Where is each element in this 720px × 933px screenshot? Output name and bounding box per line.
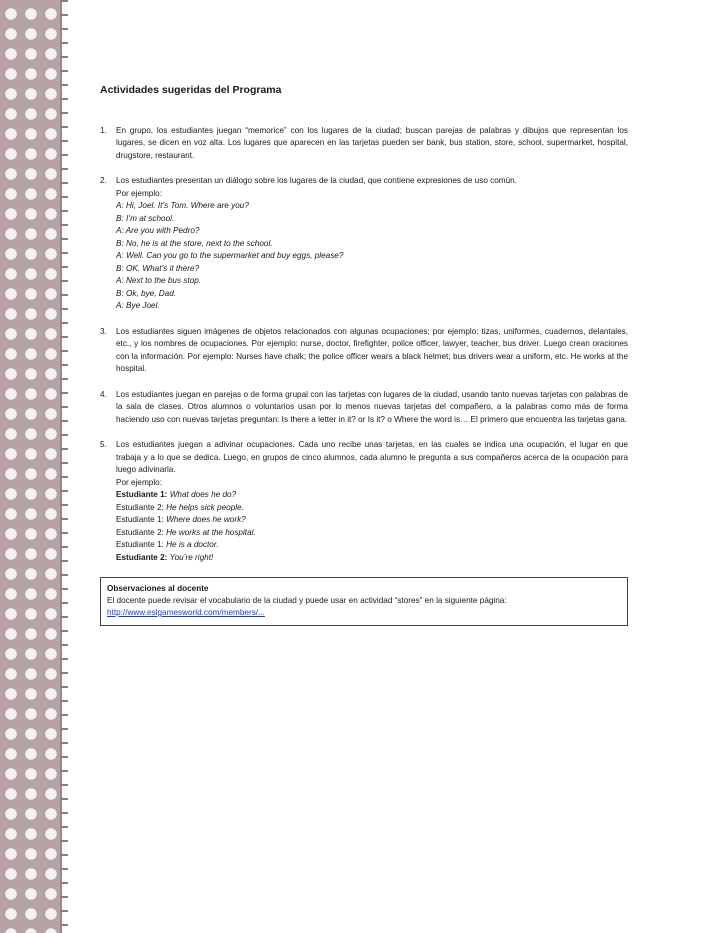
teacher-note-box [100, 577, 628, 626]
dialogue-text: He is a doctor. [166, 540, 219, 549]
dialogue-line: B: No, he is at the store, next to the school. [116, 238, 273, 248]
decorative-margin-strip [0, 0, 62, 933]
example-label: Por ejemplo: [116, 477, 162, 487]
dialogue-text: Where does he work? [166, 515, 246, 524]
dialogue-line [116, 489, 628, 502]
dialogue-line [116, 527, 628, 540]
example-label: Por ejemplo: [116, 188, 162, 198]
activity-number: 3. [100, 326, 107, 336]
dialogue-line: B: OK. What’s it there? [116, 263, 200, 273]
activity-number: 1. [100, 125, 107, 135]
dialogue-line [116, 502, 628, 515]
dialogue-line: A: Hi, Joel. It’s Tom. Where are you? [116, 201, 249, 210]
dialogue-line: A: Next to the bus stop. [116, 276, 202, 285]
dialogue-line [116, 514, 628, 527]
activity-text: Los estudiantes siguen imágenes de objetos relacionados con algunas ocupaciones; por ejemplo: tizas, uniformes, cuadernos, delantales, etc., y los nombres de ocupaciones. Por ejemplo: nurse, doctor, firefighter, police officer, lawyer, teacher, bus driver. Luego crean oraciones con la información. Por ejemplo: Nurses have chalk; the police officer wears a black helmet; bus drivers wear a uniform, etc. He works at the hospital. [116, 326, 628, 373]
speaker-label: Estudiante 1: [116, 540, 164, 549]
dialogue-text: He helps sick people. [166, 502, 244, 512]
dialogue-line: B: I’m at school. [116, 213, 175, 223]
dialogue-list [116, 489, 628, 564]
dialogue-text: He works at the hospital. [166, 527, 256, 537]
dialogue-list [116, 200, 628, 313]
speaker-label: Estudiante 2: [116, 527, 164, 537]
dialogue-text: What does he do? [169, 490, 237, 499]
activity-5 [100, 439, 628, 564]
speaker-label: Estudiante 1: [116, 515, 164, 524]
activity-text: Los estudiantes presentan un diálogo sobre los lugares de la ciudad, que contiene expresiones de uso común. [116, 176, 518, 185]
activity-4 [100, 389, 628, 427]
activity-number: 5. [100, 440, 107, 449]
note-text: El docente puede revisar el vocabulario de la ciudad y puede usar en actividad “stores” en la siguiente página: [107, 596, 507, 605]
activity-3 [100, 326, 628, 376]
activity-2 [100, 175, 628, 313]
dialogue-line: B: Ok, bye, Dad. [116, 288, 177, 298]
activity-number: 2. [100, 176, 107, 185]
note-link[interactable]: http://www.eslgamesworld.com/members/... [107, 608, 265, 617]
speaker-label: Estudiante 2: [116, 552, 168, 562]
document-content [100, 84, 628, 626]
speaker-label: Estudiante 1: [116, 490, 168, 499]
dialogue-text: You’re right! [169, 552, 214, 562]
activity-1 [100, 125, 628, 163]
dialogue-line: A: Well. Can you go to the supermarket and buy eggs, please? [116, 251, 344, 260]
activity-number: 4. [100, 389, 107, 399]
dialogue-line [116, 552, 628, 565]
note-title: Observaciones al docente [107, 584, 209, 593]
speaker-label: Estudiante 2: [116, 502, 164, 512]
dialogue-line: A: Are you with Pedro? [116, 226, 200, 235]
activity-text: Los estudiantes juegan a adivinar ocupaciones. Cada uno recibe unas tarjetas, en las cuales se indica una ocupación, el lugar en que trabaja y a lo que se dedica. Luego, en grupos de cinco alumnos, cada alumno le pregunta a sus compañeros acerca de la ocupación para luego adivinarla. [116, 440, 628, 474]
dialogue-line [116, 539, 628, 552]
activity-text: En grupo, los estudiantes juegan “memorice” con los lugares de la ciudad; buscan parejas de palabras y dibujos que representan los lugares, se dicen en voz alta. Los lugares que aparecen en las tarjetas pueden ser bank, bus station, store, school, supermarket, hospital, drugstore, restaurant. [116, 125, 628, 160]
page-title: Actividades sugeridas del Programa [100, 84, 282, 96]
dialogue-line: A: Bye Joel. [116, 301, 160, 310]
activity-text: Los estudiantes juegan en parejas o de forma grupal con las tarjetas con lugares de la ciudad, usando tanto nuevas tarjetas con palabras de la sala de clases. Otros alumnos o voluntarios usan por lo menos nuevas tarjetas del compañero, a la palabras como más de forma haciendo uso con nuevas tarjetas preguntan: Is there a letter in it? or Is it? o Where the word is… El primero que encuentra las tarjetas gana. [116, 389, 628, 424]
